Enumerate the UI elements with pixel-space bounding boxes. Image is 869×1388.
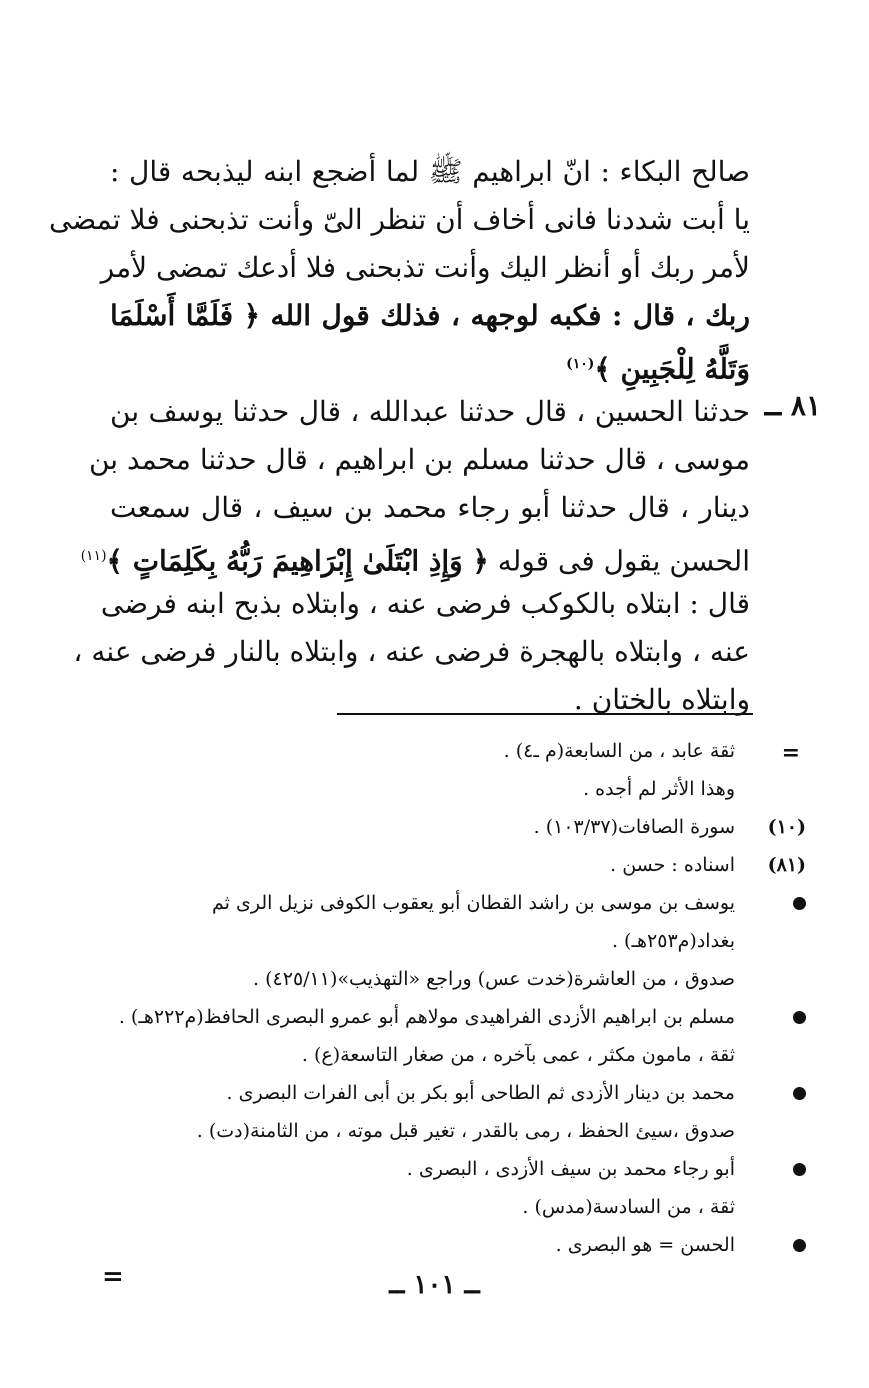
footnote-number: (٨١) <box>767 854 806 876</box>
bullet-icon <box>793 1239 806 1252</box>
footnote-line <box>90 1074 830 1112</box>
text-line: صالح البكاء : انّ ابراهيم ﷺ لما أضجع ابنه ليذبحه قال : <box>110 155 750 188</box>
text-line <box>80 532 750 580</box>
footnote-line <box>90 808 830 846</box>
footnote-divider <box>337 713 753 715</box>
footnote-text: بغداد(م٢٥٣هـ) . <box>611 930 735 952</box>
footnote-line <box>90 1188 830 1226</box>
footnote-line <box>90 732 830 770</box>
continuation-mark: = <box>781 740 800 766</box>
text-line: ربك ، قال : فكبه لوجهه ، فذلك قول الله ﴿ فَلَمَّا أَسْلَمَا <box>110 299 750 332</box>
bullet-icon <box>793 1011 806 1024</box>
footnote-line <box>90 1112 830 1150</box>
footnote-line <box>90 846 830 884</box>
footnote-text: صدوق ،سيئ الحفظ ، رمى بالقدر ، تغير قبل موته ، من الثامنة(دت) . <box>196 1120 735 1142</box>
footnote-text: وهذا الأثر لم أجده . <box>583 778 735 800</box>
footnote-line <box>90 770 830 808</box>
quran-verse: وَتَلَّهُ لِلْجَبِينِ ﴾ <box>594 352 750 386</box>
text-line: يا أبت شددنا فانى أخاف أن تنظر الىّ وأنت تذبحنى فلا تمضى <box>48 203 750 236</box>
text-line: موسى ، قال حدثنا مسلم بن ابراهيم ، قال حدثنا محمد بن <box>88 443 750 476</box>
text-line: لأمر ربك أو أنظر اليك وأنت تذبحنى فلا أدعك تمضى لأمر <box>100 251 750 284</box>
hadith-number: ٨١ ــ <box>764 389 821 422</box>
footnote-text: أبو رجاء محمد بن سيف الأزدى ، البصرى . <box>406 1158 735 1180</box>
bullet-icon <box>793 1087 806 1100</box>
text-line: دينار ، قال حدثنا أبو رجاء محمد بن سيف ، قال سمعت <box>110 491 750 524</box>
quran-verse: ﴿ وَإِذِ ابْتَلَىٰ إِبْرَاهِيمَ رَبُّهُ بِكَلِمَاتٍ ﴾ <box>106 544 489 578</box>
footnote-line <box>90 998 830 1036</box>
footnote-ref: (١٠) <box>566 356 595 372</box>
bullet-icon <box>793 897 806 910</box>
footnote-text: ثقة عابد ، من السابعة(م ـ٤) . <box>503 740 735 762</box>
footnote-text: ثقة ، مامون مكثر ، عمى بآخره ، من صغار التاسعة(ع) . <box>301 1044 735 1066</box>
footnote-line <box>90 1150 830 1188</box>
footnote-line <box>90 922 830 960</box>
text-line <box>110 340 750 388</box>
footnote-text: مسلم بن ابراهيم الأزدى الفراهيدى مولاهم أبو عمرو البصرى الحافظ(م٢٢٢هـ) . <box>118 1006 735 1028</box>
text-line: وابتلاه بالختان . <box>573 683 750 716</box>
footnote-text: ثقة ، من السادسة(مدس) . <box>522 1196 735 1218</box>
bullet-icon <box>793 1163 806 1176</box>
page-number: ــ ١٠١ ــ <box>389 1270 480 1300</box>
footnote-text: محمد بن دينار الأزدى ثم الطاحى أبو بكر بن أبى الفرات البصرى . <box>226 1082 735 1104</box>
text-line: قال : ابتلاه بالكوكب فرضى عنه ، وابتلاه بذبح ابنه فرضى <box>100 587 750 620</box>
footnote-line <box>90 960 830 998</box>
text-prefix: الحسن يقول فى قوله <box>497 544 750 578</box>
footnotes <box>90 732 830 1264</box>
footnote-line <box>90 1226 830 1264</box>
footnote-text: صدوق ، من العاشرة(خدت عس) وراجع «التهذيب»(٤٢٥/١١) . <box>253 968 735 990</box>
text-line: حدثنا الحسين ، قال حدثنا عبدالله ، قال حدثنا يوسف بن <box>110 395 750 428</box>
footnote-line <box>90 1036 830 1074</box>
footnote-text: اسناده : حسن . <box>610 854 735 876</box>
footnote-line <box>90 884 830 922</box>
margin-mark: = <box>102 1262 124 1292</box>
text-line: عنه ، وابتلاه بالهجرة فرضى عنه ، وابتلاه بالنار فرضى عنه ، <box>73 635 750 668</box>
footnote-text: يوسف بن موسى بن راشد القطان أبو يعقوب الكوفى نزيل الرى ثم <box>212 892 735 914</box>
main-text <box>48 148 750 724</box>
footnote-text: سورة الصافات(١٠٣/٣٧) . <box>533 816 735 838</box>
footnote-ref: (١١) <box>80 548 107 564</box>
footnote-number: (١٠) <box>767 816 806 838</box>
footnote-text: الحسن = هو البصرى . <box>555 1234 735 1256</box>
